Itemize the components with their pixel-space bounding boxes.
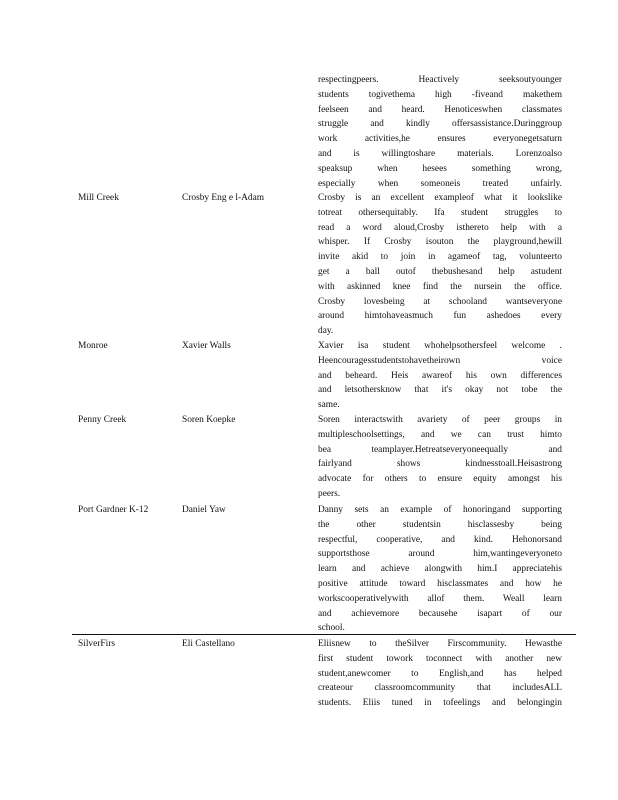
- description-line: supportsthose around him,wantingeveryoneto: [318, 549, 562, 560]
- description-line: invite akid to join in agameof tag, volunteerto: [318, 252, 562, 263]
- student-name: Eli Castellano: [182, 639, 235, 649]
- student-name: Daniel Yaw: [182, 505, 226, 515]
- student-description: [318, 503, 562, 636]
- continued-description: [318, 73, 562, 191]
- school-name: Mill Creek: [78, 193, 119, 203]
- description-line: around himtohaveasmuch fun ashedoes every: [318, 311, 562, 322]
- description-line: with askinned knee find the nursein the office.: [318, 281, 562, 292]
- description-line: day.: [318, 326, 334, 337]
- school-name: Port Gardner K-12: [78, 505, 149, 515]
- description-line: and achievemore becausehe isapart of our: [318, 608, 562, 619]
- school-name: Penny Creek: [78, 415, 127, 425]
- description-line: createour classroomcommunity that includesALL: [318, 683, 562, 694]
- description-line: same.: [318, 400, 340, 411]
- student-name: Crosby Eng e l-Adam: [182, 193, 265, 203]
- description-line: student,anewcomer to English,and has helped: [318, 668, 562, 679]
- description-line: students togivethema high -fiveand makethem: [318, 89, 562, 100]
- description-line: students. Eliis tuned in tofeelings and belongingin: [318, 698, 562, 709]
- description-line: and is willingtoshare materials. Lorenzoalso: [318, 148, 562, 159]
- school-name: SilverFirs: [78, 639, 115, 649]
- description-line: read a word aloud,Crosby isthereto help with a: [318, 222, 562, 233]
- description-line: peers.: [318, 488, 341, 499]
- description-line: respectingpeers. Heactively seeksoutyounger: [318, 75, 562, 85]
- description-line: Soren interactswith avariety of peer groups in: [318, 415, 562, 425]
- description-line: feelseen and heard. Henoticeswhen classmates: [318, 104, 562, 115]
- student-description: [318, 413, 562, 502]
- description-line: and beheard. Heis awareof his own differences: [318, 370, 562, 381]
- description-line: positive attitude toward hisclassmates and how he: [318, 578, 562, 589]
- description-line: and letsothersknow that it's okay not tobe the: [318, 385, 562, 396]
- description-line: struggle and kindly offersassistance.Duringgroup: [318, 119, 562, 130]
- description-line: workscooperativelywith allof them. Weall learn: [318, 593, 562, 604]
- description-line: speaksup when hesees something wrong,: [318, 163, 562, 174]
- description-line: multipleschoolsettings, and we can trust himto: [318, 429, 562, 440]
- description-line: get a ball outof thebushesand help astudent: [318, 266, 562, 277]
- description-line: first student towork toconnect with another new: [318, 653, 562, 664]
- description-line: totreat othersequitably. Ifa student struggles to: [318, 207, 562, 218]
- description-line: Crosby lovesbeing at schooland wantseveryone: [318, 296, 562, 307]
- description-line: Xavier isa student whohelpsothersfeel welcome .: [318, 341, 562, 351]
- school-name: Monroe: [78, 341, 108, 351]
- student-name: Soren Koepke: [182, 415, 236, 425]
- description-line: advocate for others to ensure equity amongst his: [318, 474, 562, 485]
- description-line: Eliisnew to theSilver Firscommunity. Hewasthe: [318, 639, 562, 649]
- description-line: Crosby is an excellent exampleof what it lookslike: [318, 193, 562, 203]
- description-line: whisper. If Crosby isouton the playground,hewill: [318, 237, 562, 248]
- description-line: learn and achieve alongwith him.I appreciatehis: [318, 564, 562, 575]
- table-divider: [72, 634, 576, 635]
- description-line: Danny sets an example of honoringand supporting: [318, 505, 562, 515]
- description-line: respectful, cooperative, and kind. Hehonorsand: [318, 534, 562, 545]
- description-line: fairlyand shows kindnesstoall.Heisastrong: [318, 459, 562, 470]
- description-line: bea teamplayer.Hetreatseveryoneequally and: [318, 444, 562, 455]
- description-line: Heencouragesstudentstohavetheirown voice: [318, 355, 562, 366]
- description-line: especially when someoneis treated unfairly.: [318, 178, 562, 189]
- description-line: the other studentsin hisclassesby being: [318, 519, 562, 530]
- description-line: work activities,he ensures everyonegetsaturn: [318, 134, 562, 145]
- student-description: [318, 637, 562, 711]
- description-line: school.: [318, 623, 345, 634]
- student-description: [318, 191, 562, 339]
- student-name: Xavier Walls: [182, 341, 231, 351]
- student-description: [318, 339, 562, 413]
